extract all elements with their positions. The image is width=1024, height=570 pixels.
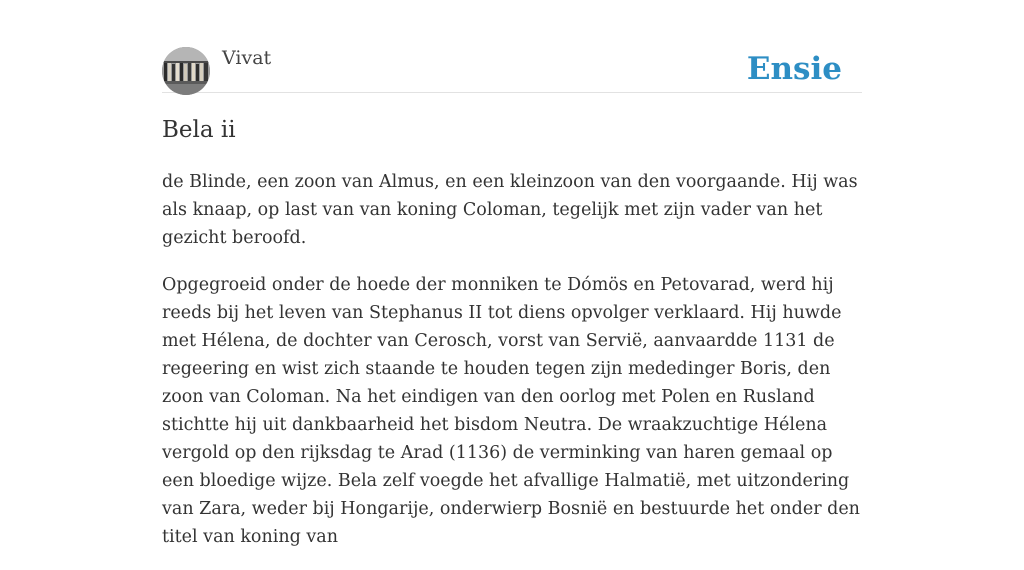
article-body bbox=[162, 168, 862, 570]
ensie-logo[interactable]: Ensie bbox=[746, 51, 842, 87]
article-title: Bela ii bbox=[162, 117, 236, 143]
article-paragraph: Opgegroeid onder de hoede der monniken te Dómös en Petovarad, werd hij reeds bij het leven van Stephanus II tot diens opvolger verklaard. Hij huwde met Hélena, de dochter van Cerosch, vorst van Servië, aanvaardde 1131 de regeering en wist zich staande te houden tegen zijn mededinger Boris, den zoon van Coloman. Na het eindigen van den oorlog met Polen en Rusland stichtte hij uit dankbaarheid het bisdom Neutra. De wraakzuchtige Hélena vergold op den rijksdag te Arad (1136) de verminking van haren gemaal op een bloedige wijze. Bela zelf voegde het afvallige Halmatië, met uitzondering van Zara, weder bij Hongarije, onderwierp Bosnië en bestuurde het onder den titel van koning van bbox=[162, 275, 860, 547]
author-name[interactable]: Vivat bbox=[222, 47, 272, 69]
page bbox=[162, 0, 862, 547]
header bbox=[162, 47, 862, 93]
bookshelf-avatar-icon[interactable] bbox=[162, 47, 210, 95]
article-paragraph: de Blinde, een zoon van Almus, en een kleinzoon van den voorgaande. Hij was als knaap, op last van van koning Coloman, tegelijk met zijn vader van het gezicht beroofd. bbox=[162, 172, 858, 248]
